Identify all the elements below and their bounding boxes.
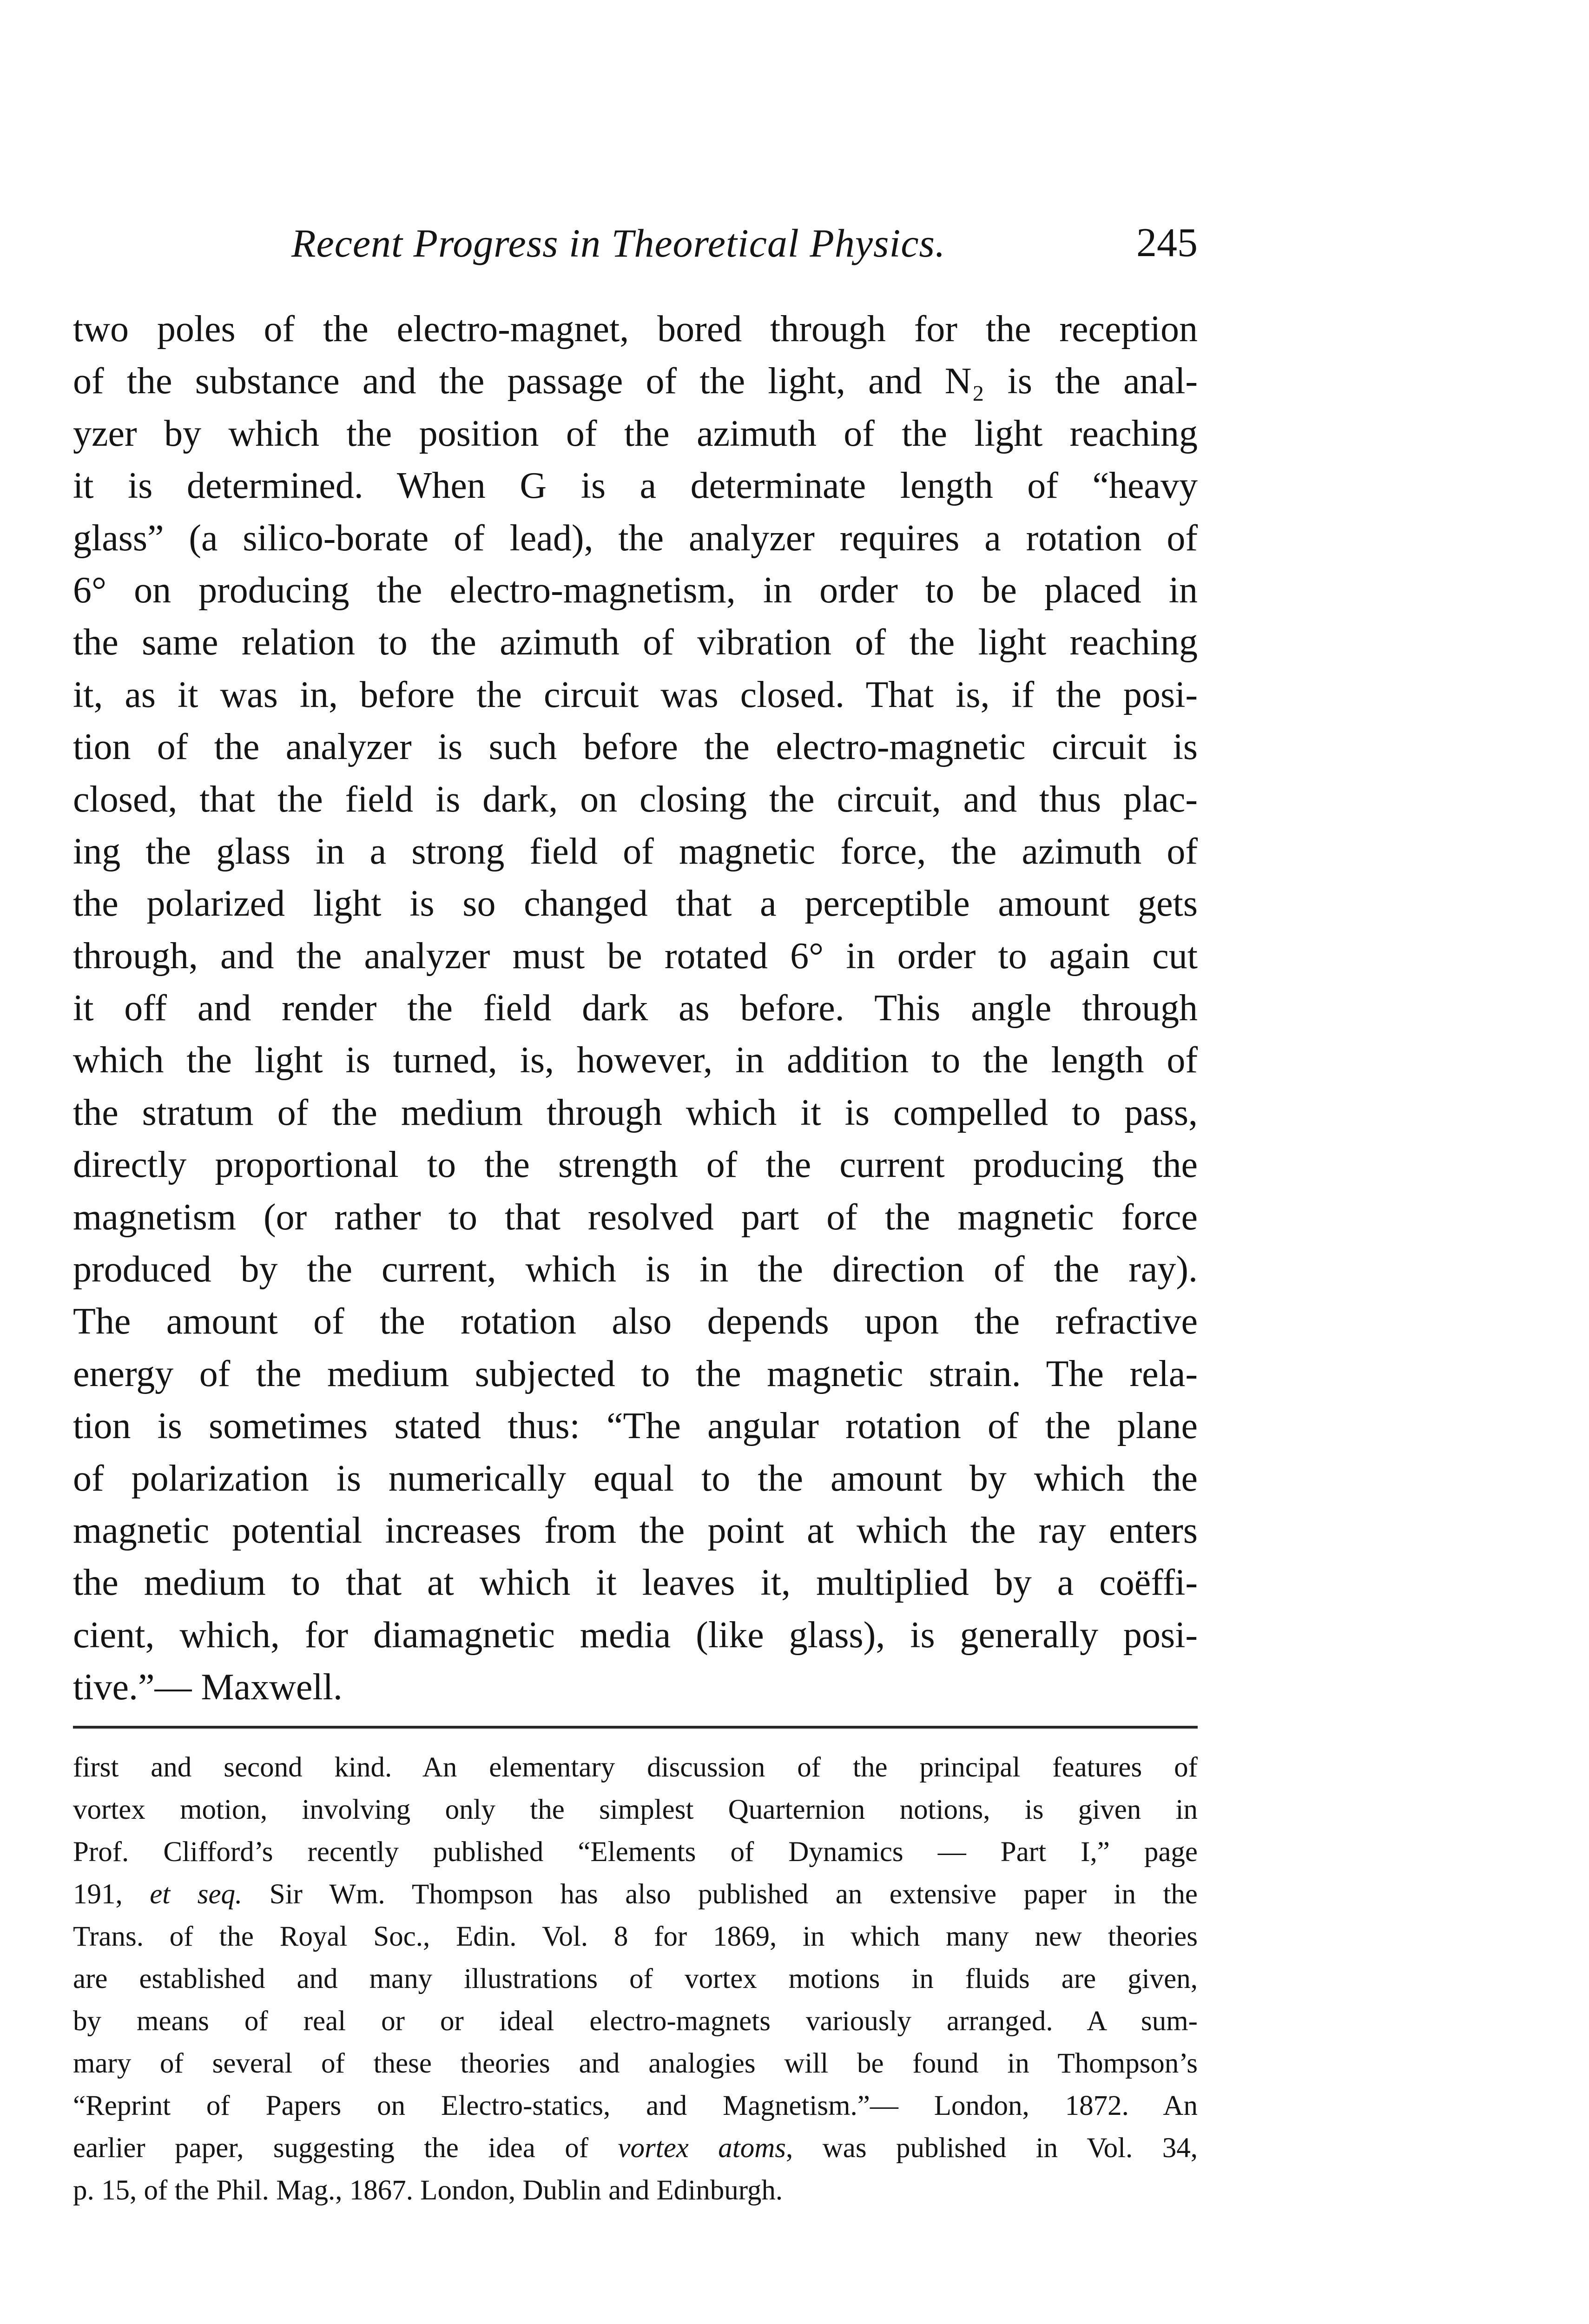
body-line: produced by the current, which is in the direction of the ray). [73,1249,1198,1290]
body-line: The amount of the rotation also depends upon the refractive [73,1301,1198,1342]
body-line: tive.”— Maxwell. [73,1667,343,1708]
body-line: the polarized light is so changed that a perceptible amount gets [73,883,1198,924]
footnote-text: , was published in Vol. 34, [786,2133,1198,2164]
body-line: it off and render the field dark as before. This angle through [73,988,1198,1029]
body-line: through, and the analyzer must be rotated 6° in order to again cut [73,935,1198,977]
footnote-line: mary of several of these theories and analogies will be found in Thompson’s [73,2048,1198,2079]
footnote-line: by means of real or or ideal electro-magnets variously arranged. A sum- [73,2006,1198,2037]
body-line: magnetism (or rather to that resolved part of the magnetic force [73,1196,1198,1238]
running-title: Recent Progress in Theoretical Physics. [291,221,946,265]
body-line: glass” (a silico-borate of lead), the analyzer requires a rotation of [73,517,1198,559]
body-line: which the light is turned, is, however, in addition to the length of [73,1040,1198,1081]
body-line: it is determined. When G is a determinate length of “heavy [73,465,1198,507]
body-line: two poles of the electro-magnet, bored through for the reception [73,309,1198,350]
footnote-line: vortex motion, involving only the simplest Quarternion notions, is given in [73,1794,1198,1825]
footnote [73,1746,1198,2212]
body-line: ing the glass in a strong field of magnetic force, the azimuth of [73,831,1198,872]
footnote-line: p. 15, of the Phil. Mag., 1867. London, Dublin and Edinburgh. [73,2175,783,2206]
body-line: of polarization is numerically equal to the amount by which the [73,1458,1198,1499]
footnote-line: are established and many illustrations of vortex motions in fluids are given, [73,1963,1198,1994]
running-head [73,218,1198,269]
body-line: tion is sometimes stated thus: “The angular rotation of the plane [73,1406,1198,1447]
footnote-text: 191, [73,1879,150,1910]
body-line: cient, which, for diamagnetic media (like glass), is generally posi- [73,1614,1198,1656]
body-text [73,303,1198,1714]
body-line: closed, that the field is dark, on closing the circuit, and thus plac- [73,779,1198,820]
footnote-italic-text: vortex atoms [618,2133,786,2164]
footnote-line: first and second kind. An elementary discussion of the principal features of [73,1752,1198,1783]
body-line: energy of the medium subjected to the magnetic strain. The rela- [73,1353,1198,1394]
body-line: magnetic potential increases from the point at which the ray enters [73,1510,1198,1551]
body-line: the same relation to the azimuth of vibration of the light reaching [73,622,1198,663]
body-line: it, as it was in, before the circuit was closed. That is, if the posi- [73,674,1198,715]
footnote-text: earlier paper, suggesting the idea of [73,2133,618,2164]
body-line: yzer by which the position of the azimuth of the light reaching [73,413,1198,454]
footnote-line [73,2127,1198,2169]
body-line: of the substance and the passage of the light, and N₂ is the anal- [73,361,1198,402]
body-line: directly proportional to the strength of the current producing the [73,1144,1198,1186]
footnote-divider [73,1726,1198,1729]
body-line: the stratum of the medium through which it is compelled to pass, [73,1092,1198,1133]
footnote-text: Sir Wm. Thompson has also published an extensive paper in the [242,1879,1198,1910]
footnote-italic-text: et seq. [150,1879,243,1910]
footnote-line [73,1873,1198,1915]
body-line: tion of the analyzer is such before the electro-magnetic circuit is [73,726,1198,768]
footnote-line: Prof. Clifford’s recently published “Elements of Dynamics — Part I,” page [73,1836,1198,1868]
body-line: 6° on producing the electro-magnetism, in order to be placed in [73,569,1198,611]
page-number: 245 [1136,220,1198,265]
footnote-line: Trans. of the Royal Soc., Edin. Vol. 8 for 1869, in which many new theories [73,1921,1198,1952]
body-line: the medium to that at which it leaves it, multiplied by a coëffi- [73,1562,1198,1604]
footnote-line: “Reprint of Papers on Electro-statics, and Magnetism.”— London, 1872. An [73,2090,1198,2121]
